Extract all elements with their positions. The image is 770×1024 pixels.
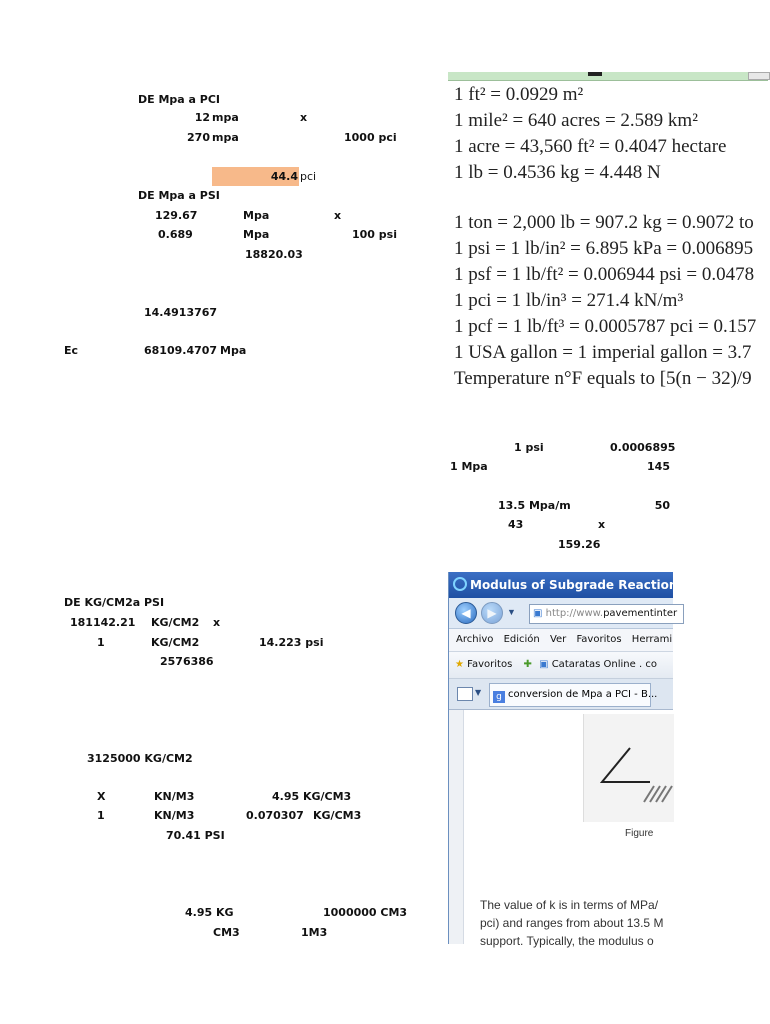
clipped-button <box>748 72 770 80</box>
favorite-link[interactable]: Cataratas Online . co <box>551 659 657 670</box>
cell-unit: Mpa <box>243 228 270 241</box>
menu-archivo[interactable]: Archivo <box>456 634 494 645</box>
address-bar <box>449 598 678 629</box>
conversion-line: 1 mile² = 640 acres = 2.589 km² <box>454 110 698 131</box>
cell-unit: 1M3 <box>301 926 328 939</box>
cell-unit: KN/M3 <box>154 809 195 822</box>
cell-result: 14.223 psi <box>259 636 324 649</box>
star-icon: ★ <box>455 659 464 670</box>
clipped-marker <box>588 72 602 76</box>
menu-ver[interactable]: Ver <box>549 634 567 645</box>
menu-herramientas[interactable]: Herrami <box>631 634 673 645</box>
conversion-line: 1 USA gallon = 1 imperial gallon = 3.7 <box>454 342 752 363</box>
ie-logo-icon <box>453 577 467 591</box>
cell-unit: pci <box>300 170 317 183</box>
cell-unit: KG/CM2 <box>151 636 200 649</box>
favorites-button[interactable]: Favoritos <box>467 659 513 670</box>
cell-unit: KN/M3 <box>154 790 195 803</box>
page-icon: ▣ <box>533 608 546 619</box>
tab-conversion[interactable] <box>489 683 658 707</box>
clipped-toolbar <box>448 72 768 81</box>
cell-value: 145 <box>647 460 670 473</box>
cell-value: 1 <box>97 809 105 822</box>
conversion-line: 1 pcf = 1 lb/ft³ = 0.0005787 pci = 0.157 <box>454 316 757 337</box>
url-field[interactable] <box>529 604 684 624</box>
cell-value: 181142.21 <box>70 616 136 629</box>
cell-x: x <box>213 616 221 629</box>
cell-value: 129.67 <box>155 209 198 222</box>
heading-kgcm2-to-psi: DE KG/CM2a PSI <box>64 596 165 609</box>
browser-screenshot <box>448 572 707 948</box>
cell-value: 159.26 <box>558 538 601 551</box>
cell-value: 270 <box>187 131 210 144</box>
cell-x: x <box>300 111 308 124</box>
conversion-line: 1 psf = 1 lb/ft² = 0.006944 psi = 0.0478 <box>454 264 755 285</box>
cell-result: 1000000 CM3 <box>323 906 408 919</box>
cell-label: 1 psi <box>514 441 544 454</box>
conversion-line: 1 lb = 0.4536 kg = 4.448 N <box>454 162 661 183</box>
menu-bar <box>449 629 673 652</box>
cell-value: 4.95 KG <box>185 906 234 919</box>
figure-caption: Figure <box>625 828 654 839</box>
figure-image <box>583 714 674 822</box>
conversion-line: 1 ton = 2,000 lb = 907.2 kg = 0.9072 to <box>454 212 754 233</box>
cell-value: 1 <box>97 636 105 649</box>
cell-result: 100 psi <box>352 228 397 241</box>
cell-result: 4.95 KG/CM3 <box>272 790 352 803</box>
tab-label: conversion de Mpa a PCI - B... <box>508 689 658 700</box>
conversion-line: 1 acre = 43,560 ft² = 0.4047 hectare <box>454 136 727 157</box>
ec-label: Ec <box>64 344 79 357</box>
cell-value: 12 <box>194 111 210 124</box>
favorites-bar <box>449 652 673 679</box>
highlighted-value: 44.4 <box>270 170 298 183</box>
paragraph-line: The value of k is in terms of MPa/ <box>480 898 659 912</box>
cell-value: 0.0006895 <box>610 441 676 454</box>
paragraph-line: pci) and ranges from about 13.5 M <box>480 916 664 930</box>
page-icon: ▣ <box>539 659 549 670</box>
cell-value: 14.4913767 <box>144 306 218 319</box>
conversion-line: 1 ft² = 0.0929 m² <box>454 84 584 105</box>
url-domain: pavementinter <box>603 608 678 619</box>
cell-unit: KG/CM2 <box>151 616 200 629</box>
cell-unit: mpa <box>212 131 239 144</box>
ec-value: 68109.4707 <box>144 344 218 357</box>
ec-unit: Mpa <box>220 344 247 357</box>
heading-mpa-to-psi: DE Mpa a PSI <box>138 189 220 202</box>
cell-unit: mpa <box>212 111 239 124</box>
cell-label: 13.5 Mpa/m <box>498 499 571 512</box>
cell-value: 43 <box>508 518 524 531</box>
conversion-table-image <box>448 72 768 394</box>
cell-value: 70.41 PSI <box>166 829 225 842</box>
cell-result: 1000 pci <box>344 131 397 144</box>
browser-title-bar <box>449 572 707 598</box>
cell-result: 0.070307 <box>246 809 304 822</box>
dropdown-icon[interactable]: ▼ <box>507 607 516 617</box>
figure-diagram <box>584 714 674 822</box>
cell-label: 1 Mpa <box>450 460 488 473</box>
quick-tabs-icon[interactable] <box>457 687 473 701</box>
paragraph-line: support. Typically, the modulus o <box>480 934 654 948</box>
google-icon: g <box>493 691 505 703</box>
add-favorite-icon[interactable]: ✚ <box>523 659 532 670</box>
forward-icon[interactable]: ▶ <box>481 602 503 624</box>
cell-unit: KG/CM3 <box>313 809 362 822</box>
conversion-line: Temperature n°F equals to [5(n − 32)/9 <box>454 368 752 389</box>
cell-x: x <box>598 518 606 531</box>
cell-value: 0.689 <box>158 228 193 241</box>
left-scrollbar[interactable] <box>449 710 464 944</box>
menu-edicion[interactable]: Edición <box>503 634 540 645</box>
menu-favoritos[interactable]: Favoritos <box>576 634 622 645</box>
cell-x: X <box>97 790 106 803</box>
browser-title: Modulus of Subgrade Reaction | Pa <box>470 578 707 592</box>
back-icon[interactable]: ◀ <box>455 602 477 624</box>
cell-value: 50 <box>654 499 670 512</box>
url-prefix: http://www. <box>545 608 604 619</box>
conversion-line: 1 pci = 1 lb/in³ = 271.4 kN/m³ <box>454 290 684 311</box>
cell-x: x <box>334 209 342 222</box>
cell-value: 18820.03 <box>245 248 303 261</box>
conversion-line: 1 psi = 1 lb/in² = 6.895 kPa = 0.006895 <box>454 238 754 259</box>
cell-unit: Mpa <box>243 209 270 222</box>
cell-value: 2576386 <box>160 655 214 668</box>
page-content <box>449 710 673 948</box>
tab-bar <box>449 679 673 710</box>
cell-unit: CM3 <box>213 926 240 939</box>
tab-list-icon[interactable]: ▼ <box>475 688 482 697</box>
heading-mpa-to-pci: DE Mpa a PCI <box>138 93 221 106</box>
cell-value: 3125000 KG/CM2 <box>87 752 193 765</box>
